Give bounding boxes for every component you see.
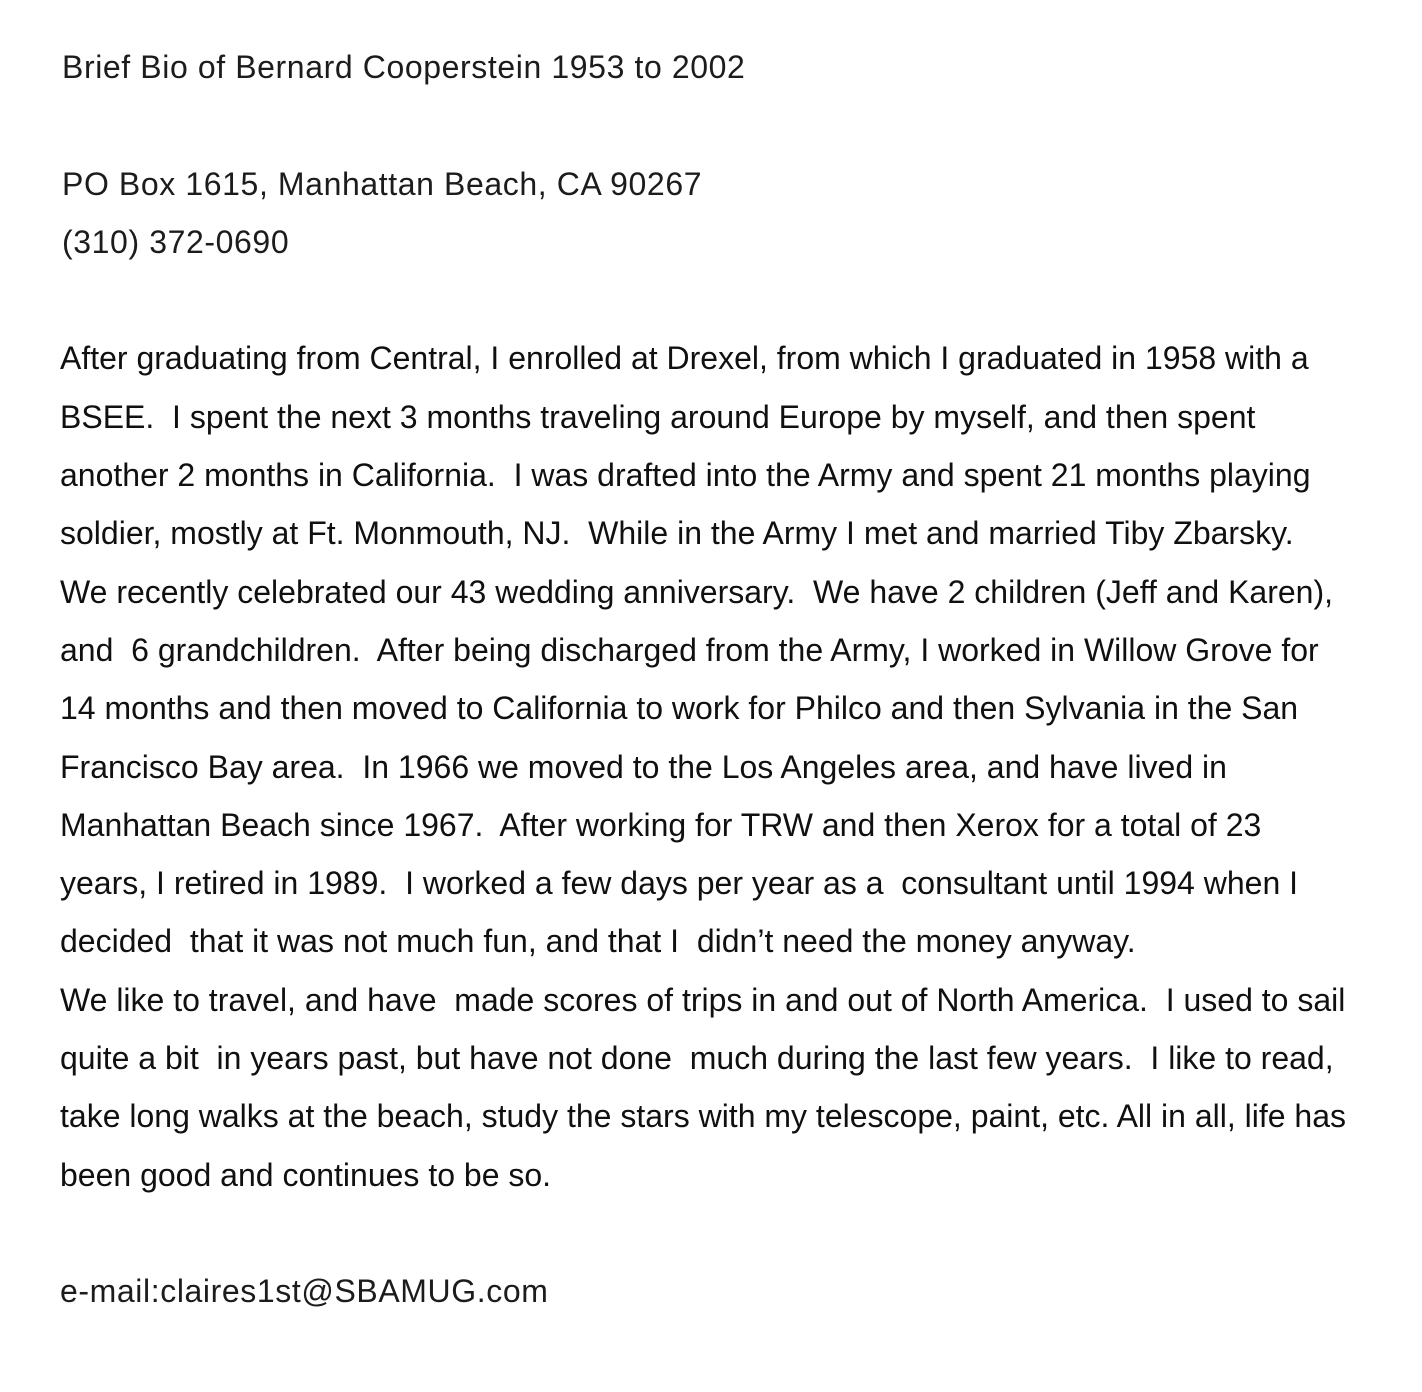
bio-line: We recently celebrated our 43 wedding anniversary. We have 2 children (Jeff and Karen),: [60, 573, 1333, 610]
bio-line: decided that it was not much fun, and that I didn’t need the money anyway.: [60, 923, 1136, 960]
email-address: e-mail:claires1st@SBAMUG.com: [60, 1273, 549, 1310]
bio-line: We like to travel, and have made scores of trips in and out of North America. I used to sail: [60, 981, 1346, 1018]
bio-paragraph: [0, 329, 1422, 1203]
bio-line: After graduating from Central, I enrolled at Drexel, from which I graduated in 1958 with a: [60, 340, 1309, 377]
bio-line: BSEE. I spent the next 3 months traveling around Europe by myself, and then spent: [60, 398, 1256, 435]
bio-line: another 2 months in California. I was drafted into the Army and spent 21 months playing: [60, 457, 1311, 494]
bio-document: [0, 38, 1422, 1321]
phone-number: (310) 372-0690: [62, 223, 290, 260]
bio-line: quite a bit in years past, but have not done much during the last few years. I like to read,: [60, 1040, 1334, 1077]
bio-line: and 6 grandchildren. After being discharged from the Army, I worked in Willow Grove for: [60, 631, 1319, 668]
bio-line: 14 months and then moved to California to work for Philco and then Sylvania in the San: [60, 690, 1299, 727]
contact-block: [0, 155, 1422, 272]
bio-line: soldier, mostly at Ft. Monmouth, NJ. While in the Army I met and married Tiby Zbarsky.: [60, 515, 1294, 552]
document-title: Brief Bio of Bernard Cooperstein 1953 to 2002: [62, 49, 746, 85]
bio-line: take long walks at the beach, study the stars with my telescope, paint, etc. All in all, life has: [60, 1098, 1346, 1135]
bio-line: Manhattan Beach since 1967. After working for TRW and then Xerox for a total of 23: [60, 806, 1262, 843]
bio-line: been good and continues to be so.: [60, 1156, 552, 1193]
footer-block: [0, 1262, 1422, 1320]
bio-line: years, I retired in 1989. I worked a few days per year as a consultant until 1994 when I: [60, 865, 1299, 902]
bio-line: Francisco Bay area. In 1966 we moved to the Los Angeles area, and have lived in: [60, 748, 1227, 785]
mailing-address: PO Box 1615, Manhattan Beach, CA 90267: [62, 165, 703, 202]
